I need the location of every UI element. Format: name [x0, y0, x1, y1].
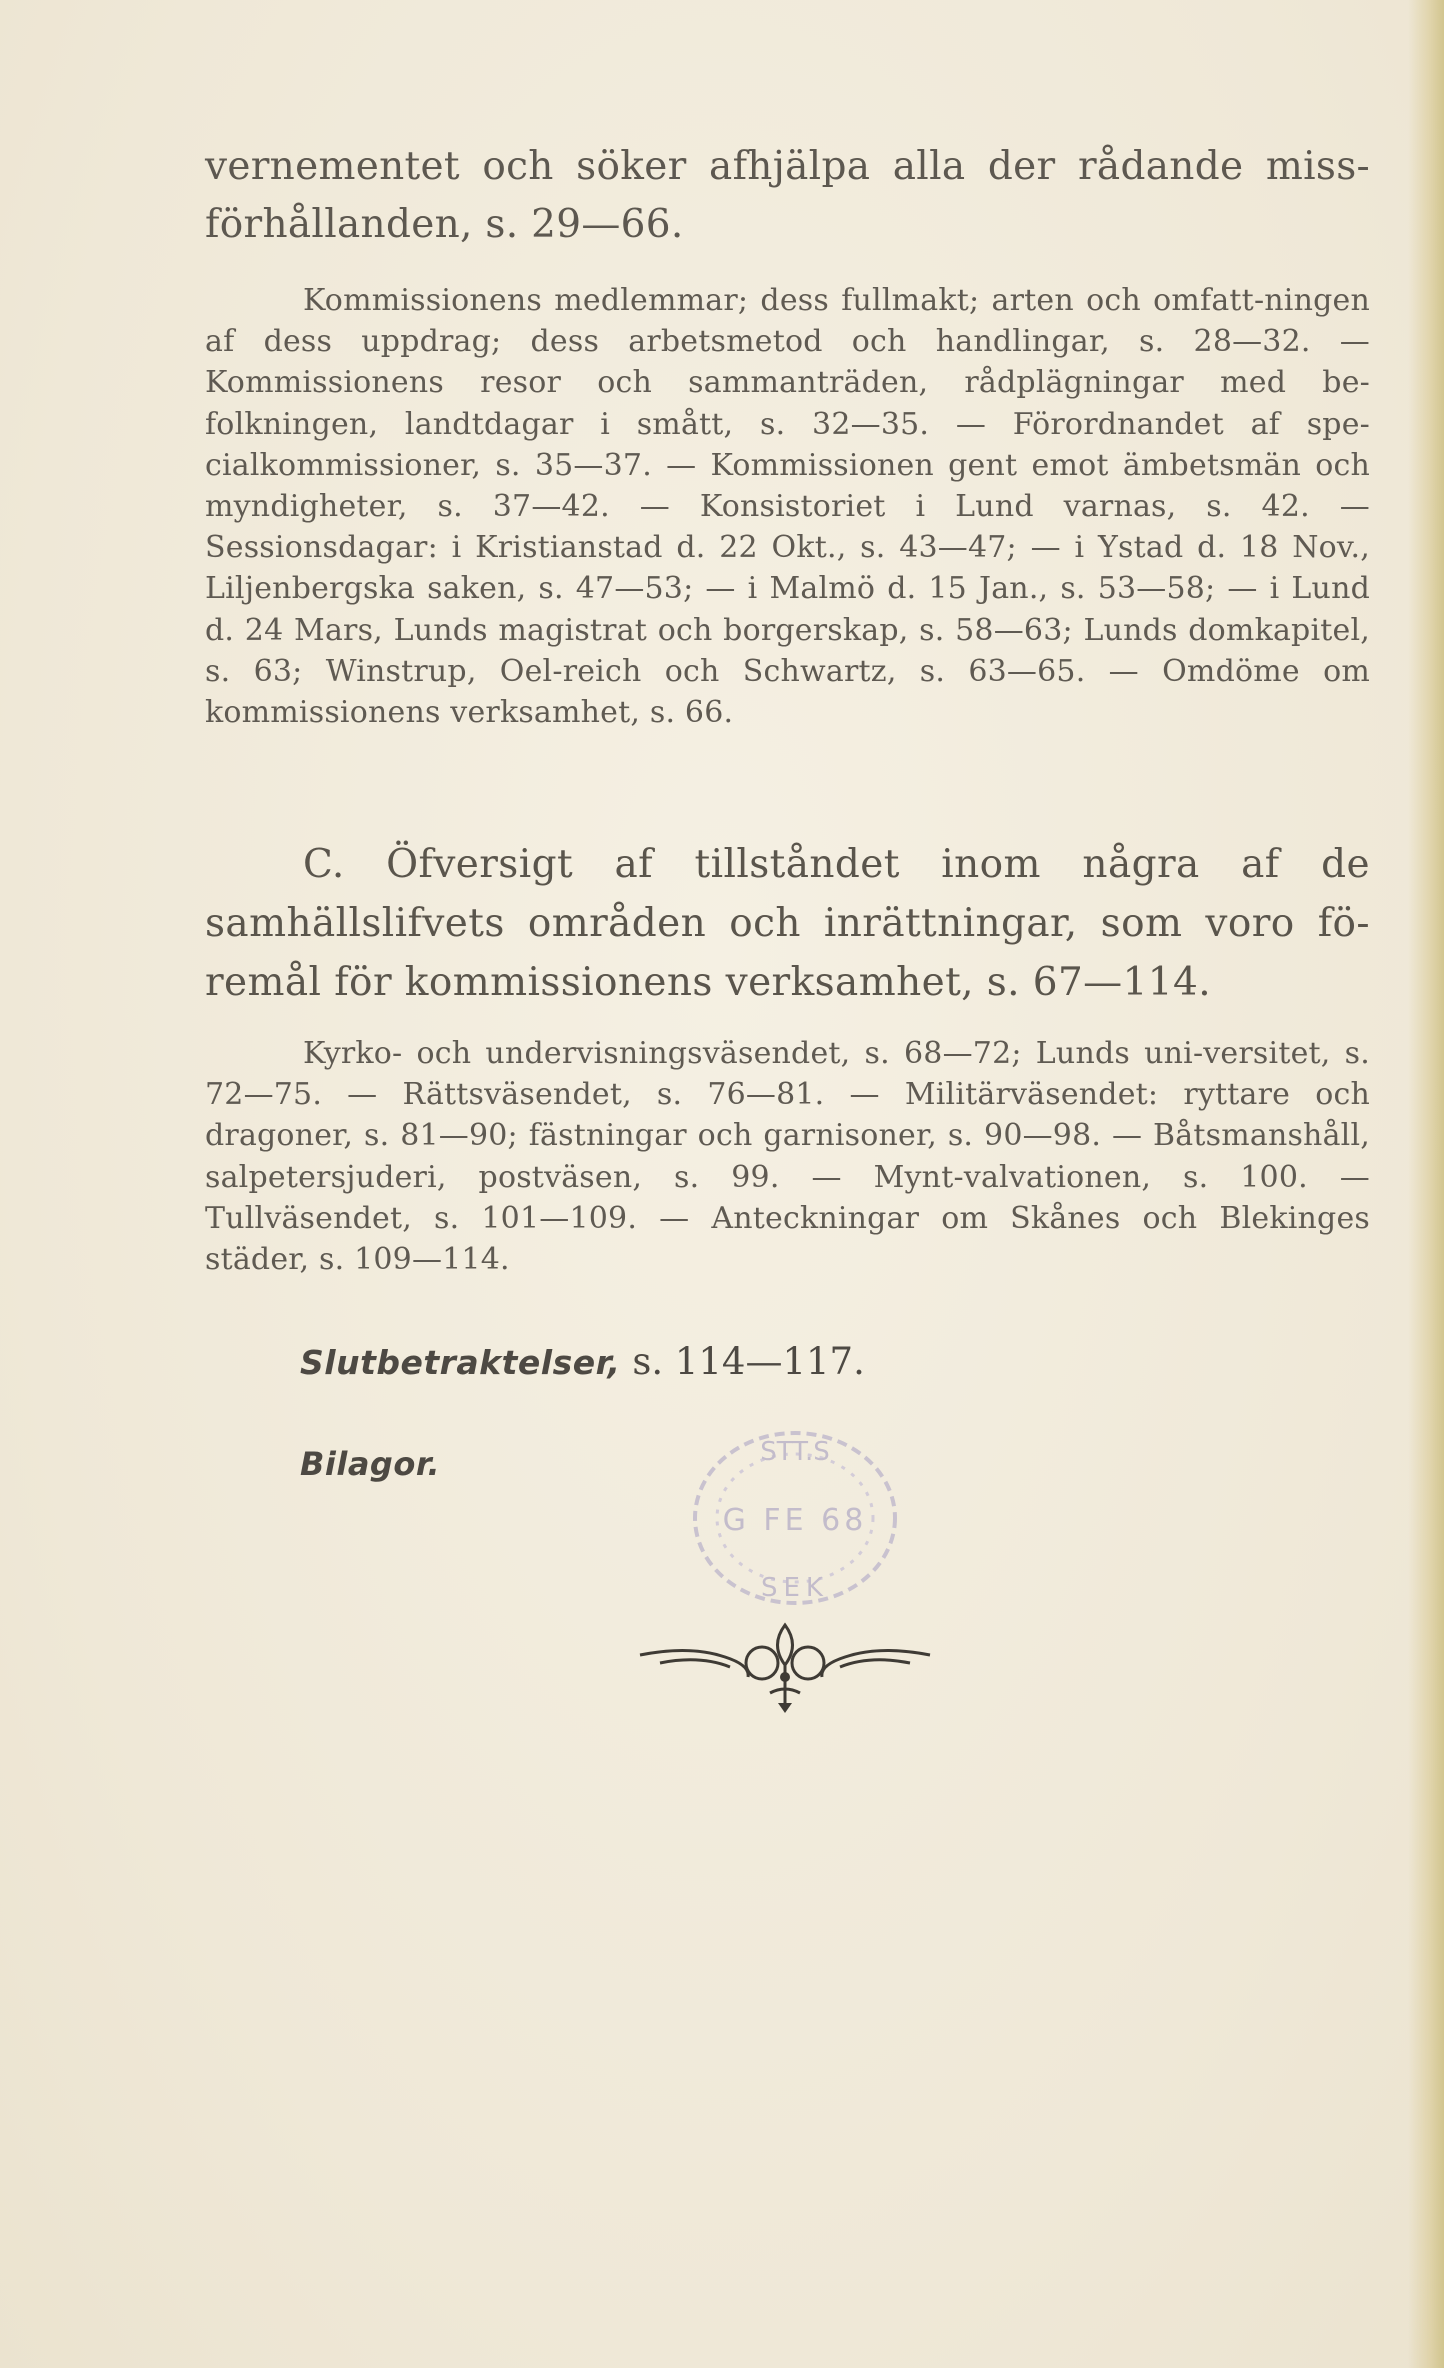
page-edge-discoloration [1408, 0, 1444, 2368]
ornament-top-leaf [778, 1625, 793, 1665]
bilagor-label: Bilagor. [300, 1445, 441, 1483]
stamp-text-middle: G FE 68 [722, 1503, 868, 1538]
ornament-left-flourish-inner [660, 1660, 730, 1667]
stamp-text-top: STT.S [760, 1437, 830, 1467]
slutbetraktelser-label: Slutbetraktelser, [300, 1343, 621, 1382]
ornament-left-flourish [640, 1650, 748, 1677]
slutbetraktelser-pages: s. 114—117. [620, 1340, 865, 1383]
commission-summary-paragraph: Kommissionens medlemmar; dess fullmakt; arten och omfatt-ningen af dess uppdrag; dess arbetsmetod och handlingar, s. 28—32. — Kommissionens resor och sammanträden, rådplägningar med be-folkningen, landtdagar i smått, s. 32—35. — Förordnandet af spe-cialkommissioner, s. 35—37. — Kommissionen gent emot ämbetsmän och myndigheter, s. 37—42. — Konsistoriet i Lund varnas, s. 42. — Sessionsdagar: i Kristianstad d. 22 Okt., s. 43—47; — i Ystad d. 18 Nov., Liljenbergska saken, s. 47—53; — i Malmö d. 15 Jan., s. 53—58; — i Lund d. 24 Mars, Lunds magistrat och borgerskap, s. 58—63; Lunds domkapitel, s. 63; Winstrup, Oel-reich och Schwartz, s. 63—65. — Omdöme om kommissionens verksamhet, s. 66. [205, 283, 1370, 731]
decorative-ornament [630, 1615, 940, 1715]
ornament-right-curl [792, 1647, 824, 1679]
ornament-left-curl [746, 1647, 778, 1679]
slutbetraktelser-line [300, 1340, 865, 1383]
library-stamp [680, 1418, 910, 1618]
intro-paragraph: vernementet och söker afhjälpa alla der rådande miss-förhållanden, s. 29—66. [205, 144, 1370, 247]
ornament-right-flourish [822, 1650, 930, 1677]
ornament-bottom-point [778, 1703, 792, 1713]
stamp-text-bottom: SEK [761, 1573, 829, 1603]
section-c-summary-paragraph: Kyrko- och undervisningsväsendet, s. 68—72; Lunds uni-versitet, s. 72—75. — Rättsväsendet, s. 76—81. — Militärväsendet: ryttare och dragoner, s. 81—90; fästningar och garnisoner, s. 90—98. — Båtsmanshåll, salpetersjuderi, postväsen, s. 99. — Mynt-valvationen, s. 100. — Tullväsendet, s. 101—109. — Anteckningar om Skånes och Blekinges städer, s. 109—114. [205, 1036, 1370, 1278]
ornament-right-flourish-inner [840, 1660, 910, 1667]
ornament-center-dot [780, 1672, 790, 1682]
section-c-heading: C. Öfversigt af tillståndet inom några af de samhällslifvets områden och inrättningar, som voro fö-remål för kommissionens verksamhet, s. 67—114. [205, 842, 1370, 1005]
